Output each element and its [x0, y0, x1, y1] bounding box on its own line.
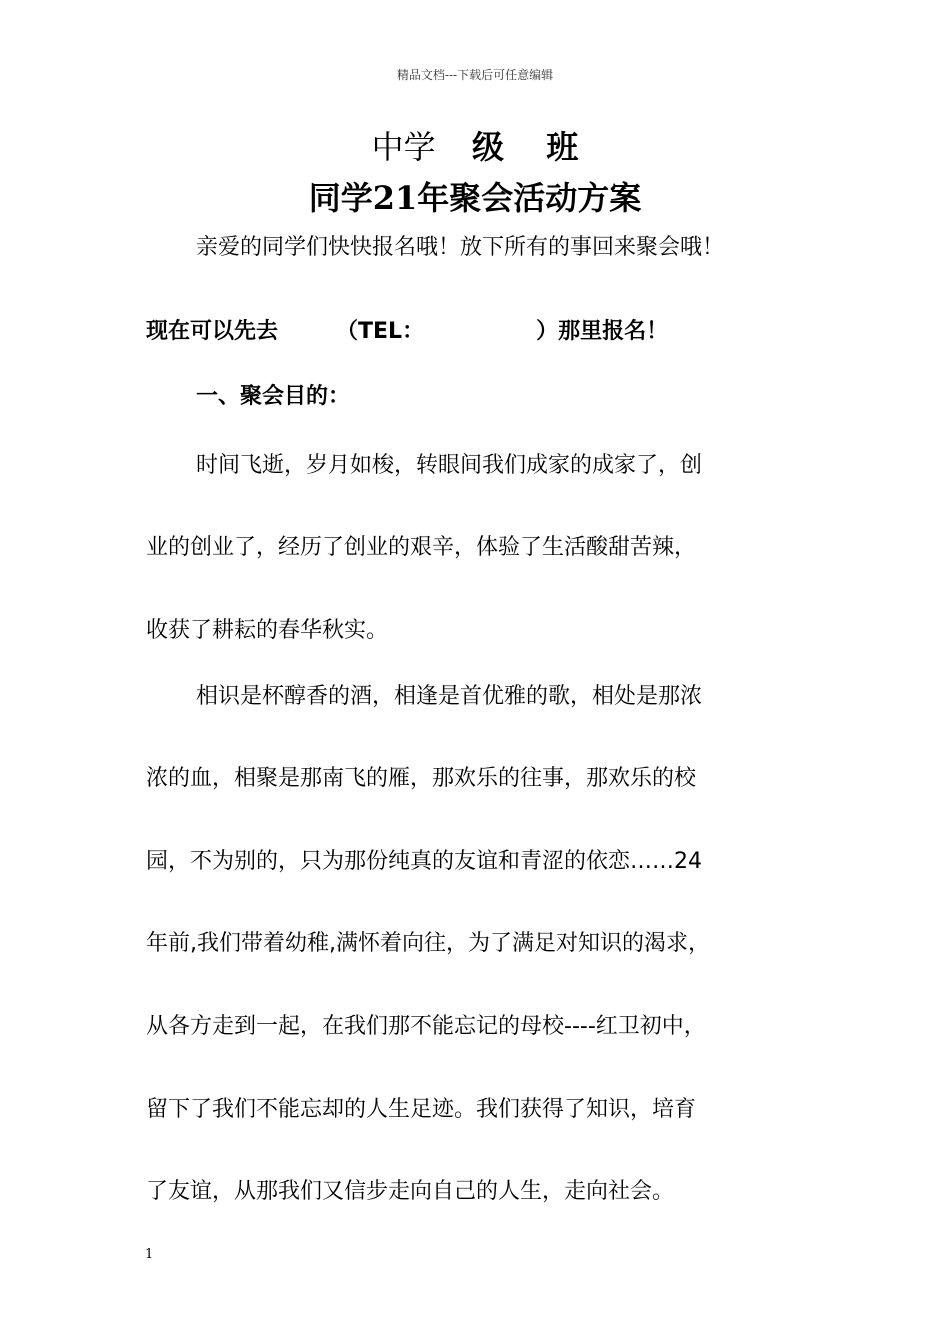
paragraph-line: 时间飞逝，岁月如梭，转眼间我们成家的成家了，创: [196, 453, 703, 478]
page-number: 1: [145, 1247, 154, 1262]
slogan: 亲爱的同学们快快报名哦！放下所有的事回来聚会哦！: [196, 235, 725, 260]
section-heading-purpose: 一、聚会目的：: [196, 384, 351, 409]
paragraph-line: 收获了耕耘的春华秋实。: [146, 618, 389, 643]
paragraph-line: 业的创业了，经历了创业的艰辛，体验了生活酸甜苦辣，: [146, 535, 697, 560]
title-class: 班: [546, 128, 579, 166]
paragraph-line: 相识是杯醇香的酒，相逢是首优雅的歌，相处是那浓: [196, 684, 703, 709]
registration-suffix: ）那里报名！: [536, 319, 669, 344]
paragraph-line: 浓的血，相聚是那南飞的雁，那欢乐的往事，那欢乐的校: [146, 766, 697, 791]
registration-line: [146, 316, 668, 348]
paragraph-line: 年前,我们带着幼稚,满怀着向往，为了满足对知识的渴求，: [146, 931, 710, 956]
title-school: 中学: [371, 128, 436, 166]
document-title: 同学21年聚会活动方案: [308, 179, 642, 217]
paragraph-line: 从各方走到一起，在我们那不能忘记的母校----红卫初中，: [146, 1014, 706, 1039]
title-school-class: [0, 123, 950, 171]
title-grade: 级: [471, 128, 504, 166]
paragraph-line: 留下了我们不能忘却的人生足迹。我们获得了知识，培育: [146, 1097, 697, 1122]
registration-tel: （TEL：: [336, 319, 425, 344]
header-watermark: 精品文档---下载后可任意编辑: [396, 68, 554, 82]
paragraph-line: 了友谊，从那我们又信步走向自己的人生，走向社会。: [146, 1179, 675, 1204]
paragraph-line: 园，不为别的，只为那份纯真的友谊和青涩的依恋……24: [146, 849, 702, 874]
registration-prefix: 现在可以先去: [146, 319, 279, 344]
